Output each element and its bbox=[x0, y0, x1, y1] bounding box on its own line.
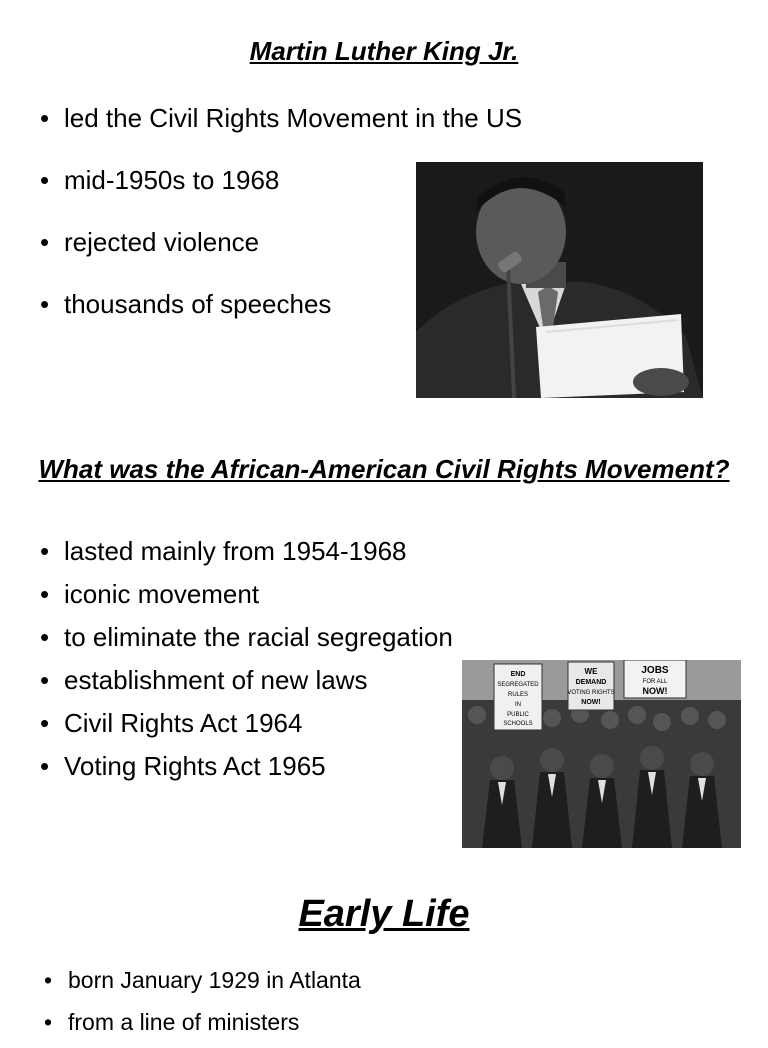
list-item: • to eliminate the racial segregation bbox=[40, 620, 453, 663]
svg-text:RULES: RULES bbox=[507, 692, 529, 698]
march-on-washington-photo bbox=[462, 660, 741, 848]
mlk-speaking-photo bbox=[416, 162, 703, 398]
list-item: • rejected violence bbox=[40, 225, 522, 287]
svg-text:SEGREGATED: SEGREGATED bbox=[497, 682, 539, 688]
heading-civil-rights-movement: What was the African-American Civil Rights Movement? bbox=[38, 454, 730, 484]
list-item: • Civil Rights Act 1964 bbox=[40, 706, 453, 749]
svg-text:FOR ALL: FOR ALL bbox=[642, 679, 668, 685]
svg-text:NOW!: NOW! bbox=[642, 686, 668, 696]
svg-text:DEMAND: DEMAND bbox=[575, 679, 607, 686]
early-life-bullet-list bbox=[44, 964, 361, 1048]
heading-early-life: Early Life bbox=[298, 893, 470, 935]
list-item: • establishment of new laws bbox=[40, 663, 453, 706]
svg-text:IN: IN bbox=[515, 702, 521, 708]
list-item: • mid-1950s to 1968 bbox=[40, 163, 522, 225]
list-item: • from a line of ministers bbox=[44, 1006, 361, 1048]
list-item: • Voting Rights Act 1965 bbox=[40, 749, 453, 792]
sign-voting-rights: WE bbox=[584, 667, 598, 676]
list-item: • iconic movement bbox=[40, 577, 453, 620]
sign-end-segregation: END bbox=[510, 671, 526, 678]
svg-text:SCHOOLS: SCHOOLS bbox=[503, 721, 533, 727]
movement-bullet-list bbox=[40, 534, 453, 792]
heading-mlk: Martin Luther King Jr. bbox=[249, 36, 519, 66]
svg-text:VOTING RIGHTS: VOTING RIGHTS bbox=[567, 690, 615, 696]
list-item: • lasted mainly from 1954-1968 bbox=[40, 534, 453, 577]
list-item: • led the Civil Rights Movement in the US bbox=[40, 101, 522, 163]
svg-text:PUBLIC: PUBLIC bbox=[507, 712, 529, 718]
sign-jobs: JOBS bbox=[641, 665, 669, 676]
svg-text:NOW!: NOW! bbox=[581, 699, 601, 706]
list-item: • thousands of speeches bbox=[40, 287, 522, 349]
list-item: • born January 1929 in Atlanta bbox=[44, 964, 361, 1006]
